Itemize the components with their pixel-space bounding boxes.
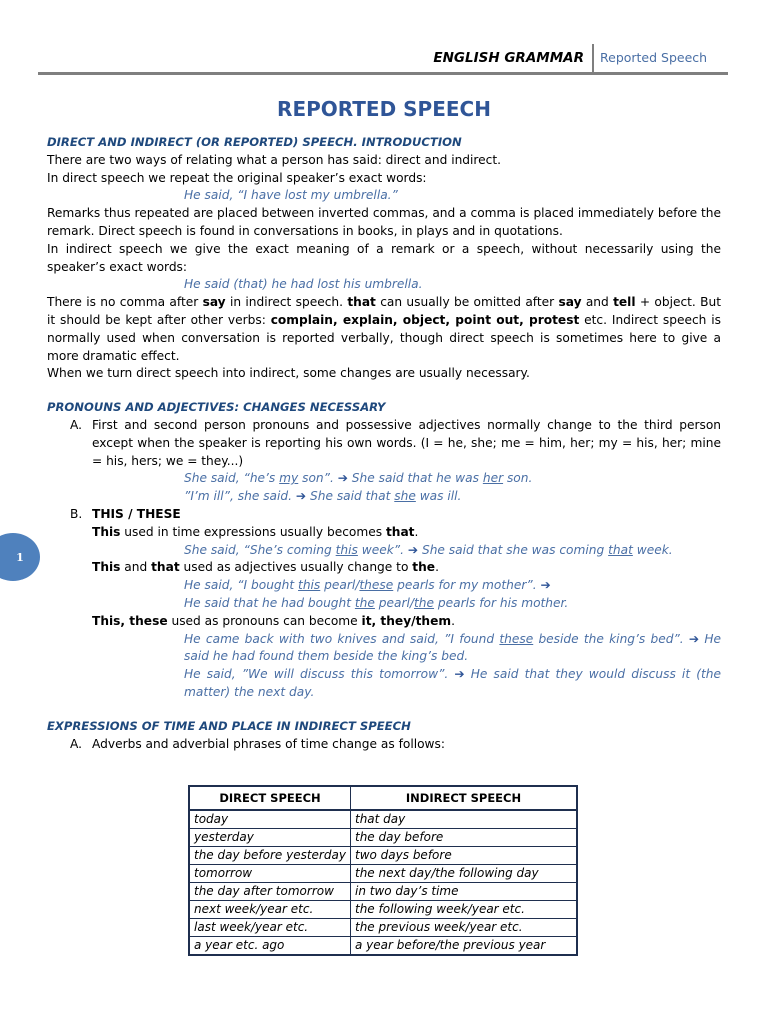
underlined-word: that	[608, 542, 633, 557]
keyword: This	[92, 524, 121, 539]
time-expressions-table	[188, 785, 578, 956]
text: She said that he was	[347, 471, 483, 486]
text: She said, “he’s	[184, 471, 280, 486]
list-item-b	[47, 506, 721, 524]
example	[47, 631, 721, 667]
page-header	[38, 44, 728, 74]
table-cell: the day after tomorrow	[189, 883, 351, 901]
table-row	[189, 847, 577, 865]
table-cell: that day	[351, 810, 578, 829]
arrow-right-icon: ➔	[540, 578, 551, 593]
keyword: that	[151, 560, 180, 575]
text: week”.	[357, 542, 408, 557]
arrow-right-icon: ➔	[295, 489, 307, 504]
table-cell: last week/year etc.	[189, 919, 351, 937]
text: He said he had found them beside the king’s bed.	[184, 631, 721, 664]
keyword: the	[412, 560, 436, 575]
table-cell: the day before yesterday	[189, 847, 351, 865]
keyword: This	[92, 560, 121, 575]
table-header-row	[189, 786, 577, 810]
page-number: 1	[16, 550, 24, 564]
table-cell: in two day’s time	[351, 883, 578, 901]
example: He said (that) he had lost his umbrella.	[184, 277, 423, 292]
arrow-right-icon: ➔	[688, 631, 700, 646]
keyword: This, these	[92, 613, 168, 628]
arrow-right-icon: ➔	[407, 542, 419, 557]
keyword: that	[347, 295, 376, 310]
text: was ill.	[415, 489, 462, 504]
text: She said that she was coming	[418, 542, 609, 557]
text: She said that	[306, 489, 395, 504]
section-heading-intro: DIRECT AND INDIRECT (OR REPORTED) SPEECH. INTRODUCTION	[47, 135, 462, 149]
text: He said that he had bought	[184, 595, 355, 610]
page-title: REPORTED SPEECH	[277, 97, 491, 121]
underlined-word: her	[482, 471, 504, 486]
text: .	[451, 613, 455, 628]
table-cell: two days before	[351, 847, 578, 865]
header-title: ENGLISH GRAMMAR	[433, 50, 584, 66]
example	[47, 542, 721, 560]
table-cell: the following week/year etc.	[351, 901, 578, 919]
text: There is no comma after	[47, 295, 203, 310]
table-cell: a year etc. ago	[189, 937, 351, 956]
list-marker: A.	[70, 417, 82, 432]
list-marker: B.	[70, 506, 83, 521]
text: ”I’m ill”, she said.	[184, 489, 296, 504]
text: and	[120, 560, 152, 575]
text: can usually be omitted after	[375, 295, 559, 310]
text: in indirect speech.	[225, 295, 348, 310]
list-marker: A.	[70, 736, 82, 751]
table-row	[189, 810, 577, 829]
paragraph	[47, 524, 721, 542]
text: used as adjectives usually change to	[179, 560, 413, 575]
column-header: INDIRECT SPEECH	[351, 786, 578, 810]
text: pearls for my mother”.	[393, 578, 541, 593]
text: He said that they would discuss it (the matter) the next day.	[184, 667, 721, 699]
section-heading-time-place: EXPRESSIONS OF TIME AND PLACE IN INDIRECT SPEECH	[47, 718, 411, 733]
list-title: THIS / THESE	[92, 506, 181, 521]
example: He said, “I have lost my umbrella.”	[184, 188, 398, 203]
table-row	[189, 865, 577, 883]
table-row	[189, 883, 577, 901]
underlined-word: these	[499, 631, 534, 646]
arrow-right-icon: ➔	[337, 471, 348, 486]
example	[47, 488, 721, 506]
underlined-word: this	[298, 578, 321, 593]
text: son”.	[298, 471, 338, 486]
section-heading-pronouns: PRONOUNS AND ADJECTIVES: CHANGES NECESSARY	[47, 400, 386, 415]
table-cell: the next day/the following day	[351, 865, 578, 883]
table-cell: the day before	[351, 829, 578, 847]
document-body	[47, 96, 721, 753]
table-cell: today	[189, 810, 351, 829]
keyword: it, they/them	[361, 613, 452, 628]
underlined-word: she	[394, 489, 416, 504]
text: and	[581, 295, 614, 310]
list-item-a	[47, 736, 721, 754]
keyword: say	[202, 295, 226, 310]
text: .	[414, 524, 419, 539]
paragraph	[47, 559, 721, 577]
text: He said, “I bought	[184, 578, 299, 593]
text: son.	[503, 471, 533, 486]
paragraph: Remarks thus repeated are placed between inverted commas, and a comma is placed immediately before the remark. Direct speech is found in conversations in books, in plays and in quotations.	[47, 206, 721, 238]
page-number-badge	[0, 533, 40, 581]
table-cell: yesterday	[189, 829, 351, 847]
paragraph: In indirect speech we give the exact meaning of a remark or a speech, without necessarily using the speaker’s exact words:	[47, 241, 721, 274]
table-row	[189, 919, 577, 937]
list-text: Adverbs and adverbial phrases of time change as follows:	[92, 736, 445, 751]
text: pearls for his mother.	[434, 595, 569, 610]
table-cell: the previous week/year etc.	[351, 919, 578, 937]
text: She said, “She’s coming	[184, 542, 336, 557]
text: used as pronouns can become	[167, 613, 362, 628]
table-cell: next week/year etc.	[189, 901, 351, 919]
text: .	[435, 560, 439, 575]
text: pearl/	[320, 578, 360, 593]
text: etc. Indirect speech is normally used when conversation is reported verbally, though direct speech is sometimes here to give a more dramatic effect.	[47, 312, 721, 363]
paragraph	[47, 294, 721, 365]
table-row	[189, 829, 577, 847]
paragraph: There are two ways of relating what a person has said: direct and indirect.	[47, 152, 502, 167]
text: used in time expressions usually becomes	[120, 524, 386, 539]
text: pearl/	[374, 595, 415, 610]
table-row	[189, 937, 577, 956]
example	[47, 666, 721, 702]
text: week.	[632, 542, 673, 557]
text: beside the king’s bed”.	[533, 631, 689, 646]
list-item-a	[47, 417, 721, 470]
keyword: tell	[613, 295, 636, 310]
keyword: say	[558, 295, 582, 310]
keyword: that	[385, 524, 415, 539]
header-subtitle: Reported Speech	[600, 50, 708, 65]
text: He said, ”We will discuss this tomorrow”.	[184, 667, 455, 682]
paragraph: In direct speech we repeat the original speaker’s exact words:	[47, 170, 427, 185]
text: + object. But it should be kept after other verbs:	[47, 295, 721, 327]
underlined-word: the	[354, 595, 375, 610]
underlined-word: my	[279, 471, 299, 486]
header-rule	[38, 72, 728, 75]
example	[47, 470, 721, 488]
keyword: complain, explain, object, point out, protest	[270, 312, 580, 327]
table-row	[189, 901, 577, 919]
column-header: DIRECT SPEECH	[189, 786, 351, 810]
table-cell: tomorrow	[189, 865, 351, 883]
text: He came back with two knives and said, ”I found	[184, 631, 500, 646]
arrow-right-icon: ➔	[454, 667, 465, 682]
table-cell: a year before/the previous year	[351, 937, 578, 956]
underlined-word: these	[359, 578, 394, 593]
paragraph	[47, 613, 721, 631]
example	[47, 595, 721, 613]
paragraph: When we turn direct speech into indirect, some changes are usually necessary.	[47, 366, 530, 381]
list-text: First and second person pronouns and possessive adjectives normally change to the third person except when the speaker is reporting his own words. (I = he, she; me = him, her; my = his, her; mine = his, hers; we = they...)	[92, 417, 721, 468]
underlined-word: the	[414, 595, 435, 610]
example	[47, 577, 721, 595]
underlined-word: this	[335, 542, 358, 557]
header-separator	[592, 44, 594, 74]
